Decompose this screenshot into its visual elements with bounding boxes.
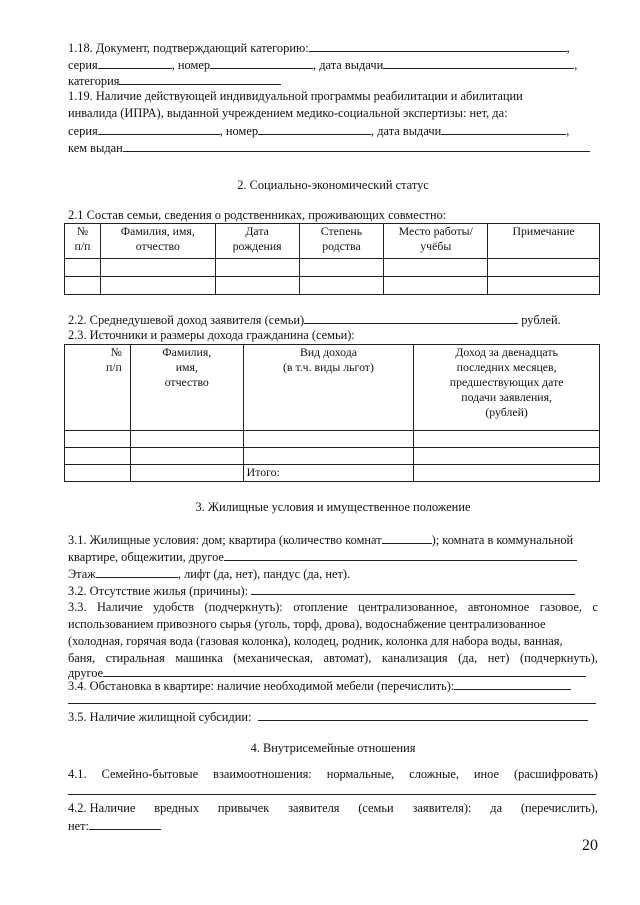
field-4-2-line1: 4.2. Наличие вредных привычек заявителя (семьи заявителя): да (перечислить), [68,801,598,815]
table-cell[interactable] [215,277,299,295]
average-income-blank[interactable] [304,312,518,324]
field-3-2-line: 3.2. Отсутствие жилья (причины): [68,583,598,599]
page-number: 20 [582,837,598,854]
field-1-19-line1: 1.19. Наличие действующей индивидуальной программы реабилитации и абилитации [68,89,523,103]
furniture-list-blank-line[interactable] [68,703,596,704]
table-cell[interactable] [100,259,215,277]
total-row [65,465,600,482]
column-header: Вид дохода (в т.ч. виды льгот) [243,345,414,431]
field-3-1-line3: Этаж , лифт (да, нет), пандус (да, нет). [68,567,351,581]
number-blank[interactable] [210,57,313,69]
field-3-3-line5: другое [68,665,598,681]
table-cell[interactable] [65,448,131,465]
table-cell[interactable] [243,431,414,448]
total-label: Итого: [243,465,414,482]
field-1-18-line: 1.18. Документ, подтверждающий категорию: , [68,41,570,55]
table-cell[interactable] [384,277,488,295]
field-1-18-category-line: категория [68,73,598,89]
table-cell[interactable] [414,448,600,465]
field-3-3-line4: баня, стиральная машинка (механическая, автомат), канализация (да, нет) (подчеркнуть), [68,651,598,665]
table-cell[interactable] [215,259,299,277]
column-header: Степень родства [299,224,384,259]
category-blank[interactable] [119,73,281,85]
field-1-19-issuer-line: кем выдан [68,140,598,156]
table-row [65,259,600,277]
no-housing-reason-blank[interactable] [251,583,575,595]
field-3-3-line3: (холодная, горячая вода (газовая колонка), колодец, родник, колонка для набора воды, ванная, [68,634,563,648]
column-header: Дата рождения [215,224,299,259]
column-header: Фамилия, имя, отчество [130,345,243,431]
column-header: Место работы/ учёбы [384,224,488,259]
table-row [65,448,600,465]
issued-by-blank[interactable] [123,140,590,152]
table-cell[interactable] [243,448,414,465]
field-3-1-line1: 3.1. Жилищные условия: дом; квартира (количество комнат ); комната в коммунальной [68,533,574,547]
other-amenities-blank[interactable] [103,665,586,677]
table-cell[interactable] [65,431,131,448]
other-housing-blank[interactable] [224,549,577,561]
field-3-5-line: 3.5. Наличие жилищной субсидии: [68,709,598,725]
table-cell [130,465,243,482]
section-2-title: 2. Социально-экономический статус [237,178,429,192]
ipra-issue-date-blank[interactable] [441,123,566,135]
floor-blank[interactable] [96,566,178,578]
table-cell[interactable] [65,277,101,295]
table-cell[interactable] [414,431,600,448]
table-cell[interactable] [130,431,243,448]
table-cell[interactable] [299,277,384,295]
category-document-blank[interactable] [309,40,567,52]
family-composition-table [64,223,600,295]
field-4-2-line2: нет: [68,818,598,834]
column-header: Примечание [488,224,600,259]
table-row [65,277,600,295]
housing-subsidy-blank[interactable] [258,709,588,721]
bad-habits-no-blank[interactable] [89,818,161,830]
table-cell[interactable] [65,259,101,277]
table-cell[interactable] [488,259,600,277]
series-blank[interactable] [98,57,172,69]
section-4-title: 4. Внутрисемейные отношения [250,741,416,755]
field-2-2-line: 2.2. Среднедушевой доход заявителя (семьи) рублей. [68,313,561,327]
furniture-list-blank[interactable] [454,678,571,690]
total-value-cell[interactable] [414,465,600,482]
table-row [65,431,600,448]
column-header: № п/п [65,345,131,431]
rooms-count-blank[interactable] [382,532,432,544]
table-cell [65,465,131,482]
table-cell[interactable] [488,277,600,295]
table-2-3-caption: 2.3. Источники и размеры дохода гражданина (семьи): [68,328,355,342]
family-relations-blank-line[interactable] [68,794,596,795]
field-1-19-series-line: серия , номер , дата выдачи , [68,124,570,138]
field-1-19-line2: инвалида (ИПРА), выданной учреждением медико-социальной экспертизы: нет, да: [68,106,508,120]
table-cell[interactable] [299,259,384,277]
field-3-4-line: 3.4. Обстановка в квартире: наличие необходимой мебели (перечислить): [68,678,598,694]
ipra-number-blank[interactable] [258,123,371,135]
field-1-18-series-line: серия , номер , дата выдачи , [68,58,578,72]
field-3-3-line1: 3.3. Наличие удобств (подчеркнуть): отопление централизованное, автономное газовое, с [68,600,598,614]
field-3-1-line2: квартире, общежитии, другое [68,549,598,565]
field-4-1-line: 4.1. Семейно-бытовые взаимоотношения: нормальные, сложные, иное (расшифровать) [68,767,598,781]
column-header: № п/п [65,224,101,259]
table-cell[interactable] [130,448,243,465]
ipra-series-blank[interactable] [98,123,220,135]
table-2-1-caption: 2.1 Состав семьи, сведения о родственниках, проживающих совместно: [68,208,447,222]
issue-date-blank[interactable] [383,57,574,69]
section-3-title: 3. Жилищные условия и имущественное положение [195,500,471,514]
table-cell[interactable] [100,277,215,295]
field-3-3-line2: использованием привозного сырья (уголь, торф, дрова), водоснабжение централизованное [68,617,546,631]
income-sources-table [64,344,600,482]
column-header: Доход за двенадцать последних месяцев, предшествующих дате подачи заявления, (рублей) [414,345,600,431]
column-header: Фамилия, имя, отчество [100,224,215,259]
table-cell[interactable] [384,259,488,277]
